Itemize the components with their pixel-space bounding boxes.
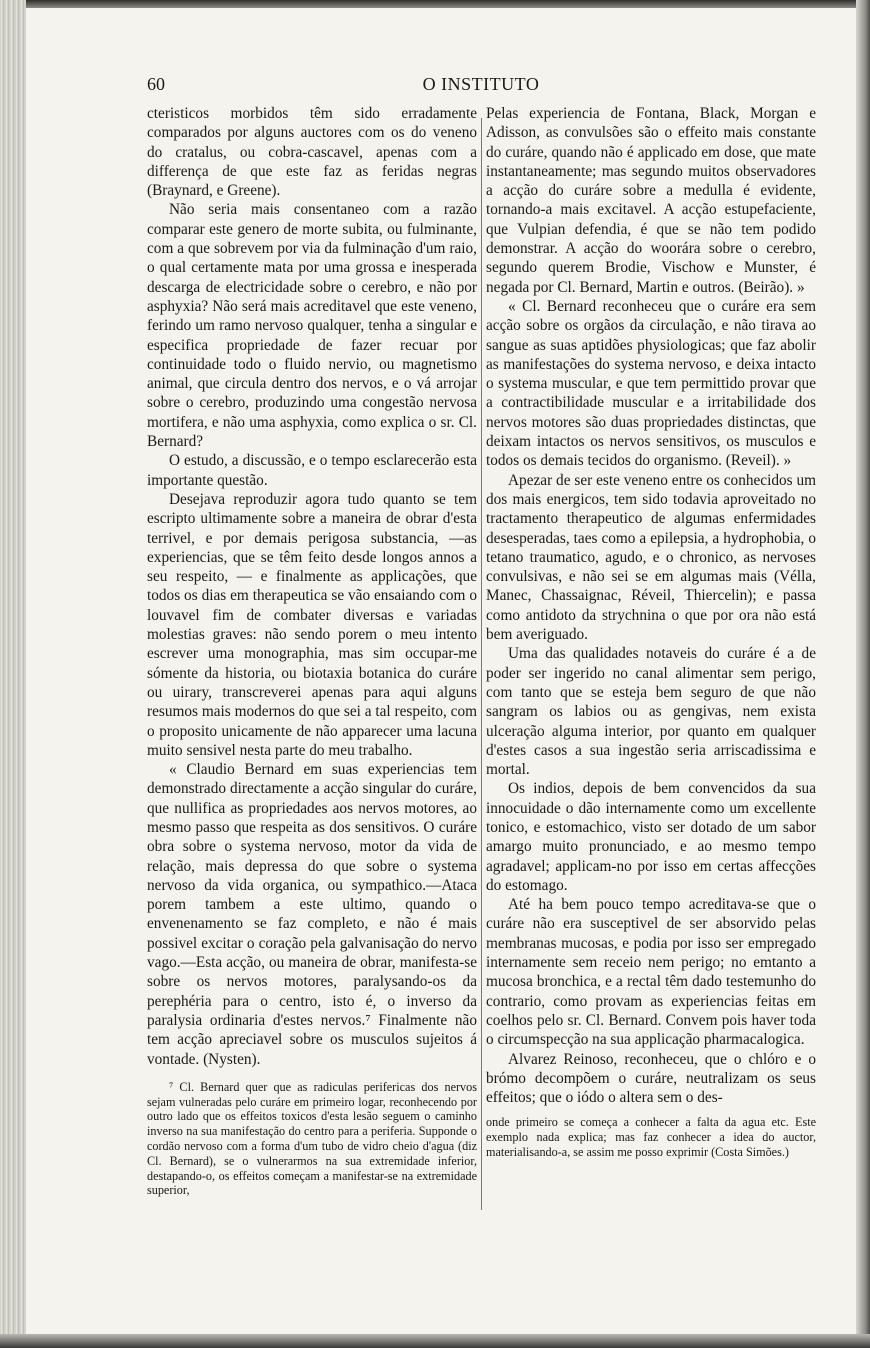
left-paragraph-2: Não seria mais consentaneo com a razão comparar este genero de morte subita, ou fulminante, com a que sobrevem por via da fulminação d'um raio, o qual certamente mata por uma grossa e inesperada descarga de electricidade sobre o cerebro, e não por asphyxia? Não será mais acreditavel que este veneno, ferindo um ramo nervoso qualquer, tenha a singular e especifica propriedade de fazer recuar por continuidade todo o fluido nervio, ou magnetismo animal, que circula dentro dos nervos, e o vá arrojar sobre o cerebro, produzindo uma congestão nervosa mortifera, e não uma asphyxia, como explica o sr. Cl. Bernard? [147, 201, 477, 451]
left-column [147, 104, 477, 1198]
left-paragraph-4: Desejava reproduzir agora tudo quanto se tem escripto ultimamente sobre a maneira de obrar d'esta terrivel, e por demais perigosa substancia, —as experiencias, que se têm feito desde longos annos a seu respeito, — e finalmente as applicações, que todos os dias em therapeutica se vão ensaiando com o louvavel fim de combater diversas e variadas molestias graves: não sendo porem o meu intento escrever uma monographia, mas sim occupar-me sómente da historia, ou biotaxia botanica do curáre ou uirary, transcreverei apenas para aqui alguns resumos mais modernos do que sei a tal respeito, com o proposito unicamente de não apparecer uma lacuna muito sensivel nesta parte do meu trabalho. [147, 490, 477, 759]
right-paragraph-6: Até ha bem pouco tempo acreditava-se que o curáre não era susceptivel de ser absorvido pelas membranas mucosas, e podia por isso ser empregado internamente sem receio nem perigo; no emtanto a mucosa bronchica, e a rectal têm dado testemunho do contrario, como provam as experiencias feitas em coelhos pelo sr. Cl. Bernard. Convem pois haver toda o circumspecção na sua applicação pharmacalogica. [486, 896, 816, 1049]
page-bottom-edge [0, 1334, 870, 1348]
page-header [147, 74, 815, 100]
right-paragraph-3: Apezar de ser este veneno entre os conhecidos um dos mais energicos, tem sido todavia aproveitado no tractamento therapeutico de algumas enfermidades desesperadas, taes como a epilepsia, a hydrophobia, o tetano traumatico, agudo, e o chronico, as nervoses convulsivas, e não sei se em algumas mais (Vélla, Manec, Chassaignac, Réveil, Thiercelin); e passa como antidoto da strychnina o que por ora não está bem averiguado. [486, 471, 816, 644]
left-paragraph-5: « Claudio Bernard em suas experiencias tem demonstrado directamente a acção singular do curáre, que nullifica as propriedades aos nervos motores, ao mesmo passo que respeita as dos sensitivos. O curáre obra sobre o systema nervoso, motor da vida de relação, mais depressa do que sobre o systema nervoso da vida organica, ou sympathico.—Ataca porem tambem a este ultimo, quando o envenenamento se faz completo, e não é mais possivel excitar o coração pela galvanisação do nervo vago.—Esta acção, ou maneira de obrar, manifesta-se sobre os nervos motores, paralysando-os da perephéria para o centro, isto é, o inverso da paralysia ordinaria d'estes nervos.⁷ Finalmente não tem acção apreciavel sobre os musculos sujeitos á vontade. (Nysten). [147, 761, 477, 1068]
right-paragraph-5: Os indios, depois de bem convencidos da sua innocuidade o dão internamente como um excellente tonico, e estomachico, visto ser dotado de um sabor amargo muito pronunciado, e ao mesmo tempo agradavel; applicam-no por isso em certas affecções do estomago. [486, 780, 816, 894]
right-paragraph-4: Uma das qualidades notaveis do curáre é a de poder ser ingerido no canal alimentar sem perigo, com tanto que se esteja bem seguro de que não sangram os labios ou as gengivas, nem exista ulceração alguma interior, por quanto em qualquer d'estes casos a sua ingestão seria arriscadissima e mortal. [486, 645, 816, 779]
page-number: 60 [147, 74, 165, 94]
right-column [486, 104, 816, 1160]
right-footnote: onde primeiro se começa a conhecer a falta da agua etc. Este exemplo nada explica; mas faz conhecer a idea do auctor, materialisando-a, se assim me posso exprimir (Costa Simões.) [486, 1115, 816, 1160]
right-paragraph-1: Pelas experiencia de Fontana, Black, Morgan e Adisson, as convulsões são o effeito mais constante do curáre, quando não é applicado em dose, que mate instantaneamente; mas segundo muitos observadores a acção do curáre sobre a medulla é evidente, tornando-a mais excitavel. A acção estupefaciente, que Vulpian defendia, é que se não tem podido demonstrar. A acção do woorára sobre o cerebro, segundo querem Brodie, Vischow e Munster, é negada por Cl. Bernard, Martin e outros. (Beirão). » [486, 105, 816, 296]
right-paragraph-2: « Cl. Bernard reconheceu que o curáre era sem acção sobre os orgãos da circulação, e não tirava ao sangue as suas aptidões physiologicas; que faz abolir as manifestações do systema nervoso, e deixa intacto o systema muscular, e que tem permittido provar que a contractibilidade muscular e a irritabilidade dos nervos motores são duas propriedades distinctas, que deixam intactos os nervos sensitivos, os musculos e todos os demais tecidos do organismo. (Reveil). » [486, 297, 816, 470]
right-paragraph-7: Alvarez Reinoso, reconheceu, que o chlóro e o brómo decompõem o curáre, neutralizam os seus effeitos; que o iódo o altera sem o des- [486, 1050, 816, 1107]
page-top-edge [0, 0, 870, 8]
right-footnote-block [486, 1115, 816, 1159]
page-binding-edge [0, 0, 26, 1348]
page-right-edge [856, 0, 870, 1348]
running-head: O INSTITUTO [422, 74, 540, 94]
column-divider [481, 118, 482, 1210]
left-footnote: ⁷ Cl. Bernard quer que as radiculas perifericas dos nervos sejam vulneradas pelo curáre em primeiro logar, reconhecendo por outro lado que os effeitos toxicos d'esta lesão seguem o caminho inverso na sua manifestação do centro para a periferia. Supponde o cordão nervoso com a forma d'um tubo de vidro cheio d'agua (diz Cl. Bernard), se o vulnerarmos na sua extremidade inferior, destapando-o, os effeitos começam a manifestar-se na extremidade superior, [147, 1079, 477, 1198]
left-paragraph-3: O estudo, a discussão, e o tempo esclarecerão esta importante questão. [147, 452, 477, 489]
left-paragraph-1: cteristicos morbidos têm sido erradamente comparados por alguns auctores com os do veneno do cratalus, ou cobra-cascavel, apenas com a differença de que este faz as feridas negras (Braynard, e Greene). [147, 105, 477, 200]
